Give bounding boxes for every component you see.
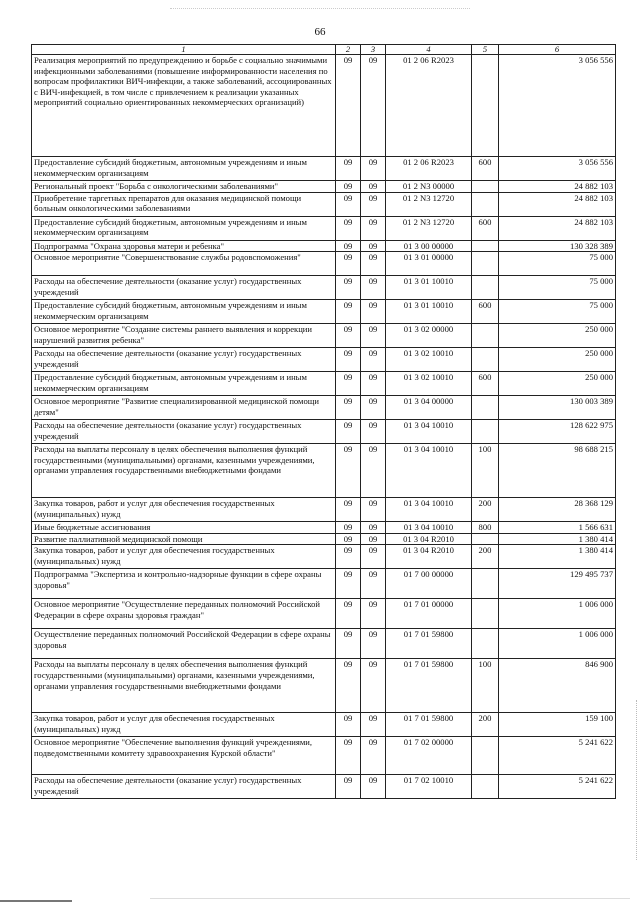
row-subsection-cell: 09 (361, 545, 386, 569)
row-section-cell: 09 (336, 192, 361, 216)
row-section-cell: 09 (336, 775, 361, 799)
table-row (32, 599, 616, 629)
row-subsection-cell: 09 (361, 157, 386, 181)
row-target-code-cell: 01 2 N3 12720 (386, 192, 472, 216)
row-section-cell: 09 (336, 324, 361, 348)
row-subsection-cell: 09 (361, 55, 386, 157)
row-amount-cell: 1 006 000 (499, 629, 616, 659)
row-name-cell: Расходы на выплаты персоналу в целях обеспечения выполнения функций государственными (муниципальными) органами, казенными учреждениями, органами управления государственными внебюджетными фондами (32, 659, 336, 713)
row-target-code-cell: 01 7 00 00000 (386, 569, 472, 599)
row-section-cell: 09 (336, 181, 361, 193)
row-amount-cell: 1 380 414 (499, 545, 616, 569)
row-section-cell: 09 (336, 348, 361, 372)
row-section-cell: 09 (336, 569, 361, 599)
row-expense-kind-cell: 200 (472, 498, 499, 522)
row-subsection-cell: 09 (361, 775, 386, 799)
header-col-subsection: 3 (361, 45, 386, 55)
row-expense-kind-cell: 600 (472, 372, 499, 396)
scan-artifact-top (170, 8, 470, 11)
row-name-cell: Основное мероприятие "Создание системы раннего выявления и коррекции нарушений развития ребенка" (32, 324, 336, 348)
row-subsection-cell: 09 (361, 737, 386, 775)
row-amount-cell: 98 688 215 (499, 444, 616, 498)
header-col-expense-kind: 5 (472, 45, 499, 55)
row-subsection-cell: 09 (361, 569, 386, 599)
row-amount-cell: 129 495 737 (499, 569, 616, 599)
row-name-cell: Предоставление субсидий бюджетным, автономным учреждениям и иным некоммерческим организациям (32, 372, 336, 396)
row-expense-kind-cell (472, 737, 499, 775)
row-subsection-cell: 09 (361, 629, 386, 659)
row-section-cell: 09 (336, 737, 361, 775)
row-subsection-cell: 09 (361, 522, 386, 534)
row-expense-kind-cell (472, 181, 499, 193)
row-section-cell: 09 (336, 157, 361, 181)
row-amount-cell: 28 368 129 (499, 498, 616, 522)
row-amount-cell: 250 000 (499, 324, 616, 348)
table-row (32, 372, 616, 396)
row-subsection-cell: 09 (361, 420, 386, 444)
row-subsection-cell: 09 (361, 396, 386, 420)
row-name-cell: Расходы на обеспечение деятельности (оказание услуг) государственных учреждений (32, 276, 336, 300)
table-row (32, 533, 616, 545)
row-expense-kind-cell: 600 (472, 300, 499, 324)
header-col-name: 1 (32, 45, 336, 55)
row-section-cell: 09 (336, 396, 361, 420)
table-row (32, 181, 616, 193)
row-name-cell: Основное мероприятие "Осуществление переданных полномочий Российской Федерации в сфере охраны здоровья граждан" (32, 599, 336, 629)
row-name-cell: Расходы на обеспечение деятельности (оказание услуг) государственных учреждений (32, 348, 336, 372)
header-row (32, 45, 616, 55)
row-subsection-cell: 09 (361, 192, 386, 216)
row-section-cell: 09 (336, 372, 361, 396)
row-name-cell: Подпрограмма "Охрана здоровья матери и ребенка" (32, 240, 336, 252)
row-subsection-cell: 09 (361, 498, 386, 522)
row-amount-cell: 5 241 622 (499, 775, 616, 799)
row-subsection-cell: 09 (361, 181, 386, 193)
row-section-cell: 09 (336, 599, 361, 629)
row-target-code-cell: 01 7 02 00000 (386, 737, 472, 775)
row-name-cell: Региональный проект "Борьба с онкологическими заболеваниями" (32, 181, 336, 193)
table-row (32, 545, 616, 569)
row-name-cell: Осуществление переданных полномочий Российской Федерации в сфере охраны здоровья (32, 629, 336, 659)
row-name-cell: Основное мероприятие "Развитие специализированной медицинской помощи детям" (32, 396, 336, 420)
row-name-cell: Иные бюджетные ассигнования (32, 522, 336, 534)
row-subsection-cell: 09 (361, 252, 386, 276)
table-row (32, 252, 616, 276)
row-section-cell: 09 (336, 276, 361, 300)
row-amount-cell: 75 000 (499, 252, 616, 276)
row-target-code-cell: 01 3 01 00000 (386, 252, 472, 276)
row-amount-cell: 250 000 (499, 372, 616, 396)
row-amount-cell: 1 380 414 (499, 533, 616, 545)
row-subsection-cell: 09 (361, 713, 386, 737)
row-amount-cell: 130 003 389 (499, 396, 616, 420)
table-row (32, 498, 616, 522)
row-target-code-cell: 01 2 06 R2023 (386, 55, 472, 157)
row-expense-kind-cell (472, 55, 499, 157)
row-name-cell: Основное мероприятие "Совершенствование службы родовспоможения" (32, 252, 336, 276)
row-target-code-cell: 01 7 01 59800 (386, 659, 472, 713)
row-name-cell: Закупка товаров, работ и услуг для обеспечения государственных (муниципальных) нужд (32, 545, 336, 569)
row-target-code-cell: 01 2 N3 12720 (386, 216, 472, 240)
row-amount-cell: 250 000 (499, 348, 616, 372)
row-name-cell: Предоставление субсидий бюджетным, автономным учреждениям и иным некоммерческим организациям (32, 300, 336, 324)
table-row (32, 216, 616, 240)
row-subsection-cell: 09 (361, 372, 386, 396)
row-name-cell: Предоставление субсидий бюджетным, автономным учреждениям и иным некоммерческим организациям (32, 216, 336, 240)
table-row (32, 324, 616, 348)
row-name-cell: Развитие паллиативной медицинской помощи (32, 533, 336, 545)
row-subsection-cell: 09 (361, 444, 386, 498)
row-expense-kind-cell (472, 396, 499, 420)
row-amount-cell: 1 006 000 (499, 599, 616, 629)
row-expense-kind-cell (472, 775, 499, 799)
row-subsection-cell: 09 (361, 216, 386, 240)
table-body (32, 55, 616, 799)
row-section-cell: 09 (336, 252, 361, 276)
row-target-code-cell: 01 3 02 10010 (386, 372, 472, 396)
table-row (32, 444, 616, 498)
row-subsection-cell: 09 (361, 533, 386, 545)
row-subsection-cell: 09 (361, 300, 386, 324)
row-subsection-cell: 09 (361, 348, 386, 372)
row-target-code-cell: 01 2 N3 00000 (386, 181, 472, 193)
row-expense-kind-cell (472, 420, 499, 444)
row-name-cell: Расходы на выплаты персоналу в целях обеспечения выполнения функций государственными (муниципальными) органами, казенными учреждениями, органами управления государственными внебюджетными фондами (32, 444, 336, 498)
row-target-code-cell: 01 2 06 R2023 (386, 157, 472, 181)
table-row (32, 240, 616, 252)
row-subsection-cell: 09 (361, 240, 386, 252)
row-expense-kind-cell: 200 (472, 545, 499, 569)
row-amount-cell: 1 566 631 (499, 522, 616, 534)
row-target-code-cell: 01 3 04 10010 (386, 444, 472, 498)
row-target-code-cell: 01 7 01 59800 (386, 713, 472, 737)
row-amount-cell: 24 882 103 (499, 192, 616, 216)
budget-table (31, 44, 616, 799)
row-expense-kind-cell (472, 240, 499, 252)
row-expense-kind-cell (472, 348, 499, 372)
header-col-section: 2 (336, 45, 361, 55)
row-section-cell: 09 (336, 240, 361, 252)
scan-mark (0, 900, 72, 902)
row-target-code-cell: 01 3 04 10010 (386, 420, 472, 444)
row-name-cell: Расходы на обеспечение деятельности (оказание услуг) государственных учреждений (32, 420, 336, 444)
header-col-amount: 6 (499, 45, 616, 55)
table-row (32, 522, 616, 534)
row-amount-cell: 846 900 (499, 659, 616, 713)
row-target-code-cell: 01 3 02 10010 (386, 348, 472, 372)
row-expense-kind-cell (472, 192, 499, 216)
table-row (32, 192, 616, 216)
table-row (32, 348, 616, 372)
row-expense-kind-cell: 100 (472, 659, 499, 713)
row-subsection-cell: 09 (361, 659, 386, 713)
table-row (32, 713, 616, 737)
row-expense-kind-cell: 800 (472, 522, 499, 534)
row-target-code-cell: 01 3 04 10010 (386, 522, 472, 534)
row-expense-kind-cell: 600 (472, 216, 499, 240)
table-row (32, 775, 616, 799)
row-section-cell: 09 (336, 522, 361, 534)
row-section-cell: 09 (336, 629, 361, 659)
row-amount-cell: 24 882 103 (499, 181, 616, 193)
row-name-cell: Приобретение таргетных препаратов для оказания медицинской помощи больным онкологическими заболеваниями (32, 192, 336, 216)
header-col-target-code: 4 (386, 45, 472, 55)
table-row (32, 659, 616, 713)
scan-artifact-edge (636, 700, 638, 860)
row-amount-cell: 75 000 (499, 276, 616, 300)
page-number: 66 (314, 26, 326, 38)
row-target-code-cell: 01 3 01 10010 (386, 300, 472, 324)
row-expense-kind-cell: 600 (472, 157, 499, 181)
row-section-cell: 09 (336, 659, 361, 713)
row-expense-kind-cell (472, 569, 499, 599)
table-row (32, 737, 616, 775)
row-name-cell: Основное мероприятие "Обеспечение выполнения функций учреждениями, подведомственными комитету здравоохранения Курской области" (32, 737, 336, 775)
row-name-cell: Подпрограмма "Экспертиза и контрольно-надзорные функции в сфере охраны здоровья" (32, 569, 336, 599)
row-target-code-cell: 01 3 04 00000 (386, 396, 472, 420)
row-amount-cell: 5 241 622 (499, 737, 616, 775)
scan-artifact-bottom (150, 898, 630, 899)
row-section-cell: 09 (336, 713, 361, 737)
row-expense-kind-cell (472, 324, 499, 348)
row-amount-cell: 3 056 556 (499, 157, 616, 181)
row-name-cell: Предоставление субсидий бюджетным, автономным учреждениям и иным некоммерческим организациям (32, 157, 336, 181)
row-section-cell: 09 (336, 533, 361, 545)
row-target-code-cell: 01 7 01 59800 (386, 629, 472, 659)
table-row (32, 300, 616, 324)
row-expense-kind-cell: 100 (472, 444, 499, 498)
row-target-code-cell: 01 3 00 00000 (386, 240, 472, 252)
table-row (32, 420, 616, 444)
row-target-code-cell: 01 3 01 10010 (386, 276, 472, 300)
row-section-cell: 09 (336, 545, 361, 569)
row-name-cell: Реализация мероприятий по предупреждению и борьбе с социально значимыми инфекционными заболеваниями (повышение информированности населения по вопросам профилактики ВИЧ-инфекции, а также заболеваний, ассоциированных с ВИЧ-инфекцией, в том числе с привлечением к реализации указанных мероприятий социально ориентированных некоммерческих организаций) (32, 55, 336, 157)
row-target-code-cell: 01 3 04 R2010 (386, 533, 472, 545)
row-amount-cell: 159 100 (499, 713, 616, 737)
table-row (32, 396, 616, 420)
row-name-cell: Закупка товаров, работ и услуг для обеспечения государственных (муниципальных) нужд (32, 713, 336, 737)
table-row (32, 629, 616, 659)
row-target-code-cell: 01 7 02 10010 (386, 775, 472, 799)
row-section-cell: 09 (336, 216, 361, 240)
row-expense-kind-cell: 200 (472, 713, 499, 737)
table-row (32, 276, 616, 300)
row-section-cell: 09 (336, 444, 361, 498)
row-name-cell: Закупка товаров, работ и услуг для обеспечения государственных (муниципальных) нужд (32, 498, 336, 522)
row-target-code-cell: 01 3 04 10010 (386, 498, 472, 522)
row-section-cell: 09 (336, 300, 361, 324)
table-row (32, 569, 616, 599)
row-section-cell: 09 (336, 55, 361, 157)
row-target-code-cell: 01 3 02 00000 (386, 324, 472, 348)
row-expense-kind-cell (472, 276, 499, 300)
row-amount-cell: 3 056 556 (499, 55, 616, 157)
row-subsection-cell: 09 (361, 276, 386, 300)
row-expense-kind-cell (472, 629, 499, 659)
row-section-cell: 09 (336, 420, 361, 444)
row-target-code-cell: 01 3 04 R2010 (386, 545, 472, 569)
row-subsection-cell: 09 (361, 324, 386, 348)
row-amount-cell: 24 882 103 (499, 216, 616, 240)
row-subsection-cell: 09 (361, 599, 386, 629)
table-row (32, 157, 616, 181)
row-amount-cell: 130 328 389 (499, 240, 616, 252)
row-name-cell: Расходы на обеспечение деятельности (оказание услуг) государственных учреждений (32, 775, 336, 799)
row-amount-cell: 75 000 (499, 300, 616, 324)
row-amount-cell: 128 622 975 (499, 420, 616, 444)
table-row (32, 55, 616, 157)
row-section-cell: 09 (336, 498, 361, 522)
row-expense-kind-cell (472, 533, 499, 545)
row-target-code-cell: 01 7 01 00000 (386, 599, 472, 629)
row-expense-kind-cell (472, 252, 499, 276)
row-expense-kind-cell (472, 599, 499, 629)
